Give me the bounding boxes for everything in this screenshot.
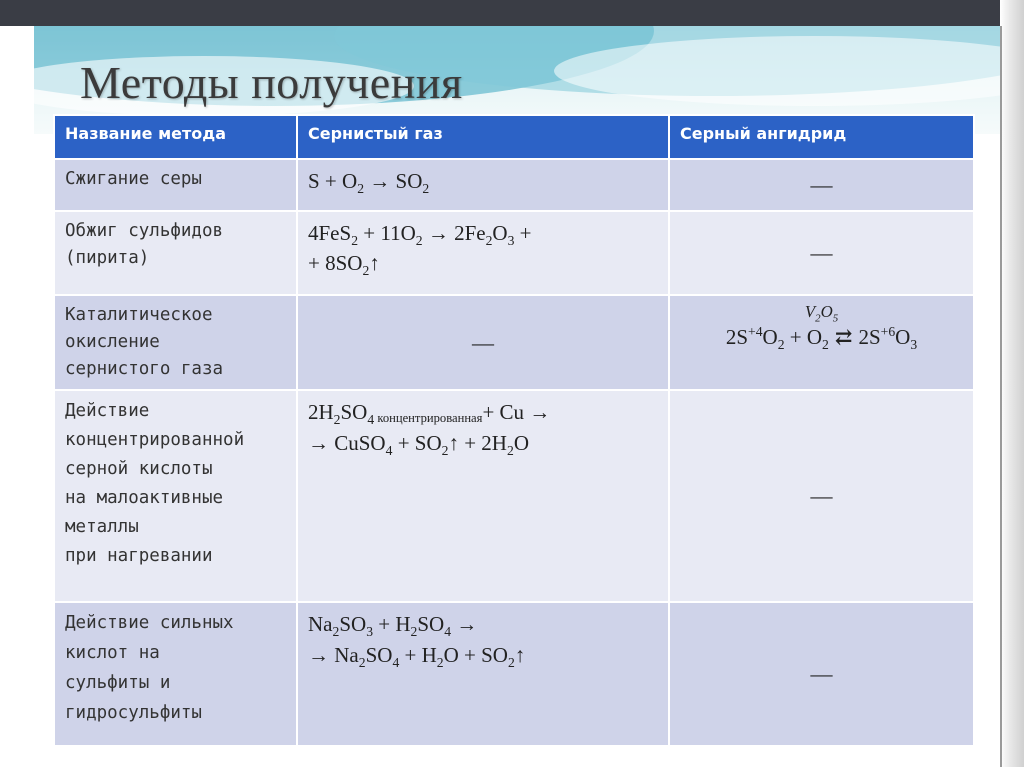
header-so3: Серный ангидрид: [669, 115, 974, 159]
slide-edge: [1000, 0, 1024, 767]
method-line: концентрированной: [65, 430, 245, 451]
method-line: Обжиг сульфидов: [65, 221, 224, 241]
method-line: гидросульфиты: [65, 702, 202, 723]
method-line: металлы: [65, 516, 139, 537]
so2-equation: $Na_2SO_3 + H_2SO_4$ → → $Na_2SO_4 + H_2O$ + $SO_2↑$: [297, 602, 669, 746]
so2-cell: —: [297, 295, 669, 390]
method-line: окисление: [65, 332, 160, 353]
method-line: при нагревании: [65, 545, 213, 566]
table-row: [54, 602, 974, 746]
table-row: [54, 295, 974, 390]
equilibrium-icon: ⇄: [834, 325, 853, 350]
so2-equation: $S + O_2 \to SO_2$: [297, 159, 669, 211]
methods-table: [53, 114, 975, 747]
method-line: Действие сильных: [65, 613, 234, 634]
method-line: серной кислоты: [65, 459, 213, 480]
banner-wave: [554, 36, 1000, 106]
so2-equation: $4FeS_2 + 11O_2 \to 2Fe_2O_3$ + + $8SO_2↑$: [297, 211, 669, 295]
slide-title: Методы получения: [80, 57, 463, 108]
method-line: (пирита): [65, 248, 150, 269]
method-line: кислот на: [65, 643, 160, 664]
method-line: сульфиты и: [65, 672, 171, 693]
method-line: на малоактивные: [65, 488, 224, 508]
so2-equation: $2H_2SO_4$ концентрированная+ Cu → → CuSO$_4$ + $SO_2↑ + 2H_2O$: [297, 390, 669, 602]
table-row: [54, 211, 974, 295]
method-cell: [54, 211, 297, 295]
table-header-row: [54, 115, 974, 159]
method-line: сернистого газа: [65, 359, 224, 380]
method-cell: [54, 602, 297, 746]
so3-cell: —: [669, 211, 974, 295]
so3-cell: —: [669, 159, 974, 211]
header-so2: Сернистый газ: [297, 115, 669, 159]
so3-cell: —: [669, 602, 974, 746]
method-line: Каталитическое: [65, 305, 213, 325]
table-row: [54, 390, 974, 602]
method-cell: [54, 295, 297, 390]
method-cell: [54, 390, 297, 602]
top-bar: [0, 0, 1024, 26]
method-line: Сжигание серы: [65, 169, 202, 189]
catalyst-label: $V_2O_5$: [804, 302, 839, 325]
method-cell: [54, 159, 297, 211]
so3-cell: —: [669, 390, 974, 602]
header-method: Название метода: [54, 115, 297, 159]
method-line: Действие: [65, 401, 150, 422]
so3-equation: $V_2O_5$ $2S^{+4}O_2 + O_2$ ⇄ $2S^{+6}O_3$: [669, 295, 974, 390]
table-row: [54, 159, 974, 211]
